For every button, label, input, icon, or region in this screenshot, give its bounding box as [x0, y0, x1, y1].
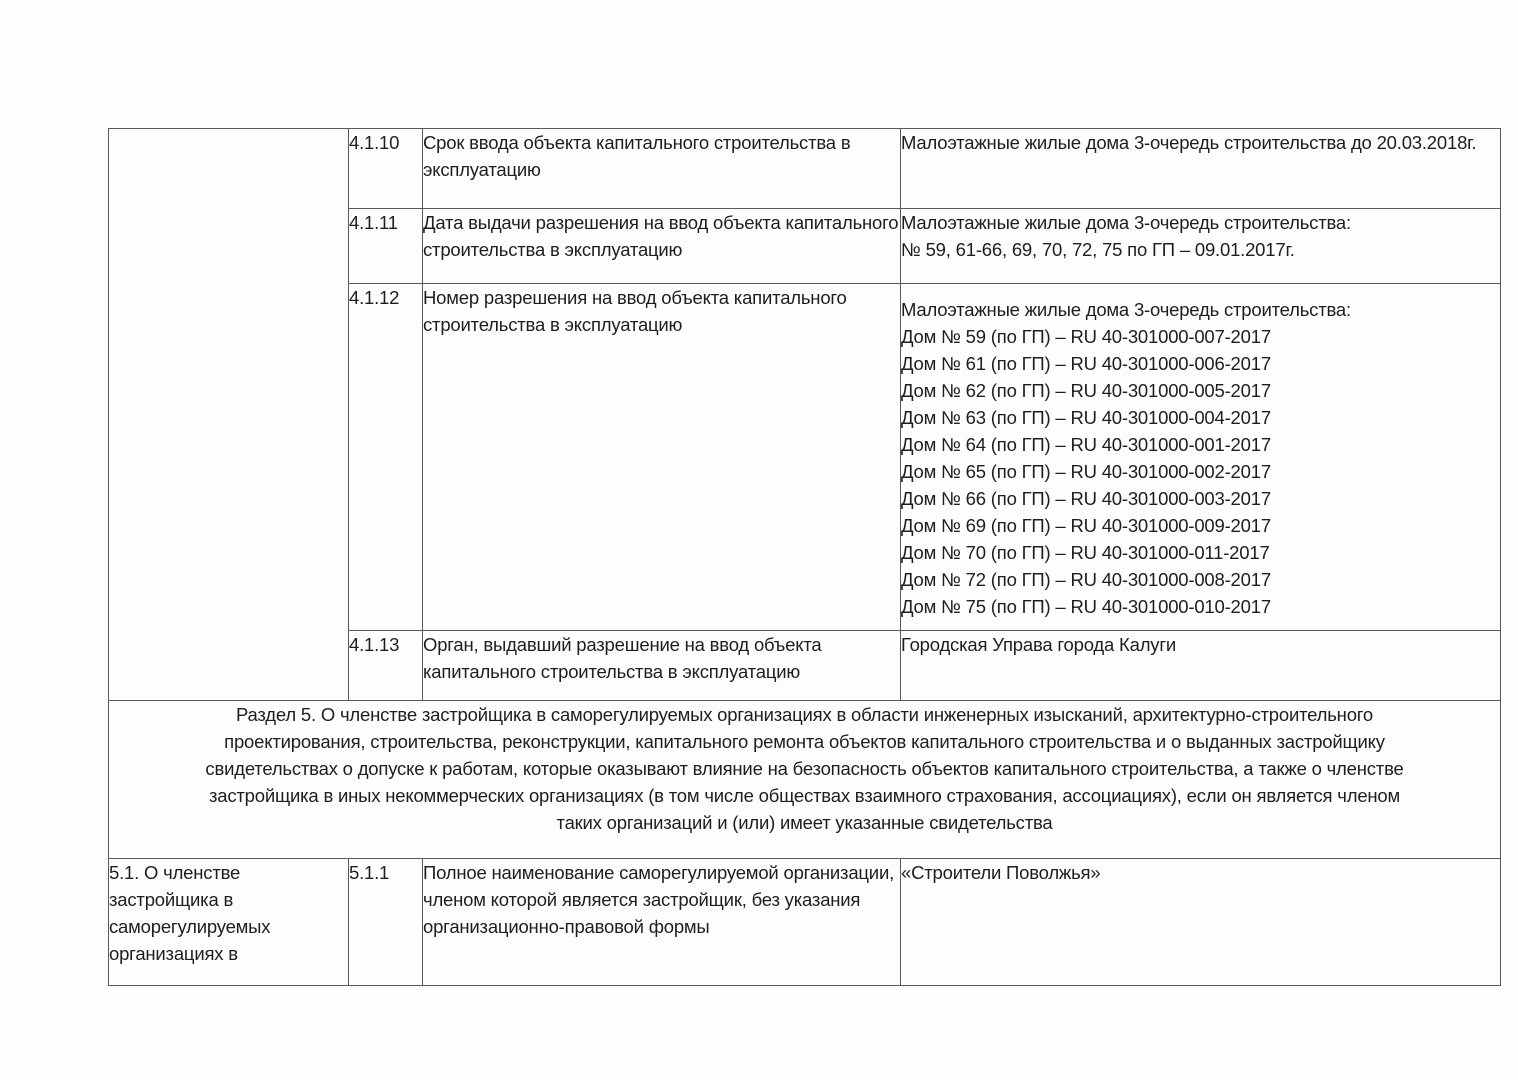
table-row-4-1-10 [109, 129, 1501, 209]
value-line: № 59, 61-66, 69, 70, 72, 75 по ГП – 09.01.2017г. [901, 239, 1295, 260]
row-value: Малоэтажные жилые дома 3-очередь строительства до 20.03.2018г. [901, 129, 1501, 209]
permit-line: Дом № 75 (по ГП) – RU 40-301000-010-2017 [901, 596, 1271, 617]
value-line: Малоэтажные жилые дома 3-очередь строительства: [901, 212, 1351, 233]
row-number: 4.1.13 [349, 631, 423, 701]
row-value: «Строители Поволжья» [901, 859, 1501, 986]
heading-line: застройщика в иных некоммерческих организациях (в том числе обществах взаимного страхования, ассоциациях), если он является членом [208, 785, 1401, 806]
value-line: Малоэтажные жилые дома 3-очередь строительства: [901, 299, 1351, 320]
row-number: 4.1.11 [349, 209, 423, 284]
row-number: 4.1.10 [349, 129, 423, 209]
permit-line: Дом № 72 (по ГП) – RU 40-301000-008-2017 [901, 569, 1271, 590]
project-declaration-table [108, 128, 1501, 986]
heading-line: Раздел 5. О членстве застройщика в саморегулируемых организациях в области инженерных изысканий, архитектурно-строительного [235, 704, 1374, 725]
permit-line: Дом № 61 (по ГП) – RU 40-301000-006-2017 [901, 353, 1271, 374]
row-label: Номер разрешения на ввод объекта капитального строительства в эксплуатацию [423, 284, 901, 631]
permit-line: Дом № 66 (по ГП) – RU 40-301000-003-2017 [901, 488, 1271, 509]
row-number: 5.1.1 [349, 859, 423, 986]
permit-line: Дом № 65 (по ГП) – RU 40-301000-002-2017 [901, 461, 1271, 482]
row-value: Городская Управа города Калуги [901, 631, 1501, 701]
row-number: 4.1.12 [349, 284, 423, 631]
permit-line: Дом № 70 (по ГП) – RU 40-301000-011-2017 [901, 542, 1270, 563]
permit-line: Дом № 69 (по ГП) – RU 40-301000-009-2017 [901, 515, 1271, 536]
row-value [901, 209, 1501, 284]
section-5-heading-row [109, 701, 1501, 859]
section-5-heading [109, 701, 1501, 859]
row-label: Дата выдачи разрешения на ввод объекта капитального строительства в эксплуатацию [423, 209, 901, 284]
heading-line: свидетельствах о допуске к работам, которые оказывают влияние на безопасность объектов капитального строительства, а также о членстве [205, 758, 1404, 779]
heading-line: таких организаций и (или) имеет указанные свидетельства [556, 812, 1053, 833]
permit-line: Дом № 59 (по ГП) – RU 40-301000-007-2017 [901, 326, 1271, 347]
permit-line: Дом № 62 (по ГП) – RU 40-301000-005-2017 [901, 380, 1271, 401]
table-row-5-1-1 [109, 859, 1501, 986]
row-label: Полное наименование саморегулируемой организации, членом которой является застройщик, без указания организационно-правовой формы [423, 859, 901, 986]
subsection-5-1-label: 5.1. О членстве застройщика в саморегулируемых организациях в [109, 859, 349, 986]
permit-line: Дом № 63 (по ГП) – RU 40-301000-004-2017 [901, 407, 1271, 428]
section-4-1-cell-empty [109, 129, 349, 701]
heading-line: проектирования, строительства, реконструкции, капитального ремонта объектов капитального строительства и о выданных застройщику [224, 731, 1385, 752]
row-label: Орган, выдавший разрешение на ввод объекта капитального строительства в эксплуатацию [423, 631, 901, 701]
permit-line: Дом № 64 (по ГП) – RU 40-301000-001-2017 [901, 434, 1271, 455]
row-label: Срок ввода объекта капитального строительства в эксплуатацию [423, 129, 901, 209]
permit-numbers-list [901, 284, 1501, 631]
